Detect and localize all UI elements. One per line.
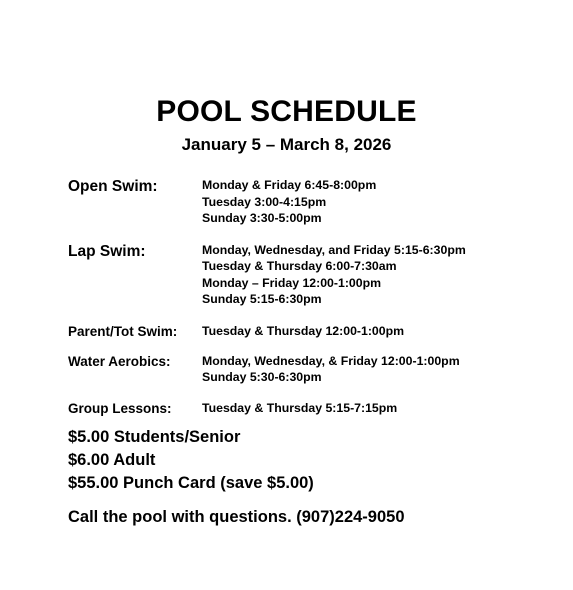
schedule-row-group-lessons xyxy=(68,400,558,417)
schedule-row-lap-swim xyxy=(68,242,558,308)
time-entry: Sunday 5:30-6:30pm xyxy=(202,370,322,384)
price-adult: $6.00 Adult xyxy=(68,451,156,469)
schedule-list xyxy=(68,177,558,417)
contact-line: Call the pool with questions. (907)224-9050 xyxy=(68,508,405,526)
time-entry: Sunday 5:15-6:30pm xyxy=(202,292,322,306)
schedule-times xyxy=(202,177,558,227)
schedule-row-water-aerobics xyxy=(68,353,558,386)
page-title: POOL SCHEDULE xyxy=(156,95,417,128)
schedule-label: Open Swim: xyxy=(68,178,158,195)
schedule-times xyxy=(202,353,558,386)
time-entry: Monday & Friday 6:45-8:00pm xyxy=(202,178,377,192)
pricing-list xyxy=(68,426,314,495)
time-entry: Monday, Wednesday, and Friday 5:15-6:30pm xyxy=(202,242,466,257)
schedule-times xyxy=(202,323,558,340)
time-entry: Sunday 3:30-5:00pm xyxy=(202,211,322,225)
time-entry: Tuesday & Thursday 5:15-7:15pm xyxy=(202,400,398,415)
schedule-row-parent-tot-swim xyxy=(68,323,558,340)
schedule-times xyxy=(202,242,558,308)
schedule-label: Lap Swim: xyxy=(68,242,146,260)
schedule-label: Water Aerobics: xyxy=(68,353,171,369)
schedule-row-open-swim xyxy=(68,177,558,227)
schedule-label: Parent/Tot Swim: xyxy=(68,323,178,339)
schedule-label: Group Lessons: xyxy=(68,400,172,416)
time-entry: Monday, Wednesday, & Friday 12:00-1:00pm xyxy=(202,353,460,368)
schedule-times xyxy=(202,400,558,417)
date-range: January 5 – March 8, 2026 xyxy=(181,135,392,154)
time-entry: Monday – Friday 12:00-1:00pm xyxy=(202,275,382,290)
time-entry: Tuesday & Thursday 12:00-1:00pm xyxy=(202,323,405,338)
price-students-senior: $5.00 Students/Senior xyxy=(68,428,241,446)
time-entry: Tuesday & Thursday 6:00-7:30am xyxy=(202,259,397,273)
price-punch-card: $55.00 Punch Card (save $5.00) xyxy=(68,474,314,492)
time-entry: Tuesday 3:00-4:15pm xyxy=(202,194,327,209)
